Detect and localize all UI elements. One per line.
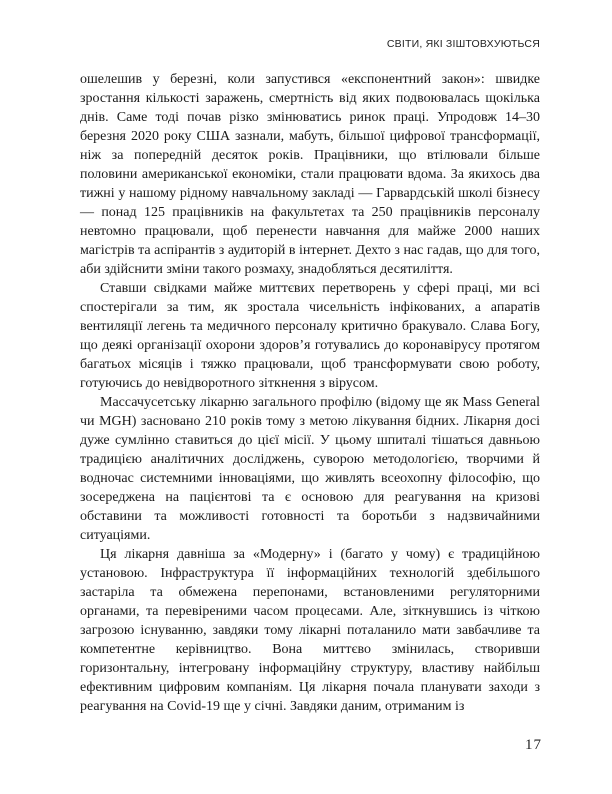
- page-number: 17: [525, 737, 542, 753]
- running-header: СВІТИ, ЯКІ ЗІШТОВХУЮТЬСЯ: [386, 38, 540, 50]
- body-text: [80, 70, 540, 716]
- paragraph: Ставши свідками майже миттєвих перетворень у сфері праці, ми всі спостерігали за тим, як зростала чисельність інфікованих, а апаратів вентиляції легень та медичного персоналу критично бракувало. Слава Богу, що деякі організації охорони здоров’я готувались до коронавірусу протягом багатьох місяців і тяжко працювали, щоб трансформувати свою роботу, готуючись до невідворотного зіткнення з вірусом.: [80, 281, 540, 391]
- paragraph: Ця лікарня давніша за «Модерну» і (багато у чому) є традиційною установою. Інфраструктура її інформаційних технологій здебільшого застаріла та обмежена перепонами, встановленими регуляторними органами, та перевіреними часом процесами. Але, зіткнувшись із чіткою загрозою існуванню, завдяки тому лікарні поталанило мати завбачливе та компетентне керівництво. Вона миттєво змінилась, створивши горизонтальну, інтегровану інформаційну структуру, властиву найбільш ефективним цифровим компаніям. Ця лікарня почала планувати заходи з реагування на Covid-19 ще у січні. Завдяки даним, отриманим із: [80, 547, 540, 714]
- paragraph: Массачусетську лікарню загального профілю (відому ще як Mass General чи MGH) засновано 210 років тому з метою лікування бідних. Лікарня досі дуже сумлінно ставиться до цієї місії. У цьому шпиталі тішаться давньою традицією аналітичних досліджень, суворою методологією, творчими й водночас системними інноваціями, що живлять всеохопну філософію, що зосереджена на пацієнтові та є основою для реагування на кризові обставини та можливості готовності та боротьби з надзвичайними ситуаціями.: [80, 395, 540, 543]
- paragraph: ошелешив у березні, коли запустився «експонентний закон»: швидке зростання кількості заражень, смертність від яких подвоювалась щокілька днів. Саме тоді почав різко змінюватись ринок праці. Упродовж 14–30 березня 2020 року США зазнали, мабуть, більшої цифрової трансформації, ніж за попередній десяток років. Працівники, що втілювали більше половини американської економіки, стали працювати вдома. За якихось два тижні у нашому рідному навчальному закладі — Гарвардській школі бізнесу — понад 125 працівників на факультетах та 250 працівників персоналу невтомно працювали, щоб перенести навчання для майже 2000 наших магістрів та аспірантів з аудиторій в інтернет. Дехто з нас гадав, що для того, аби здійснити зміни такого розмаху, знадобляться десятиліття.: [80, 72, 540, 277]
